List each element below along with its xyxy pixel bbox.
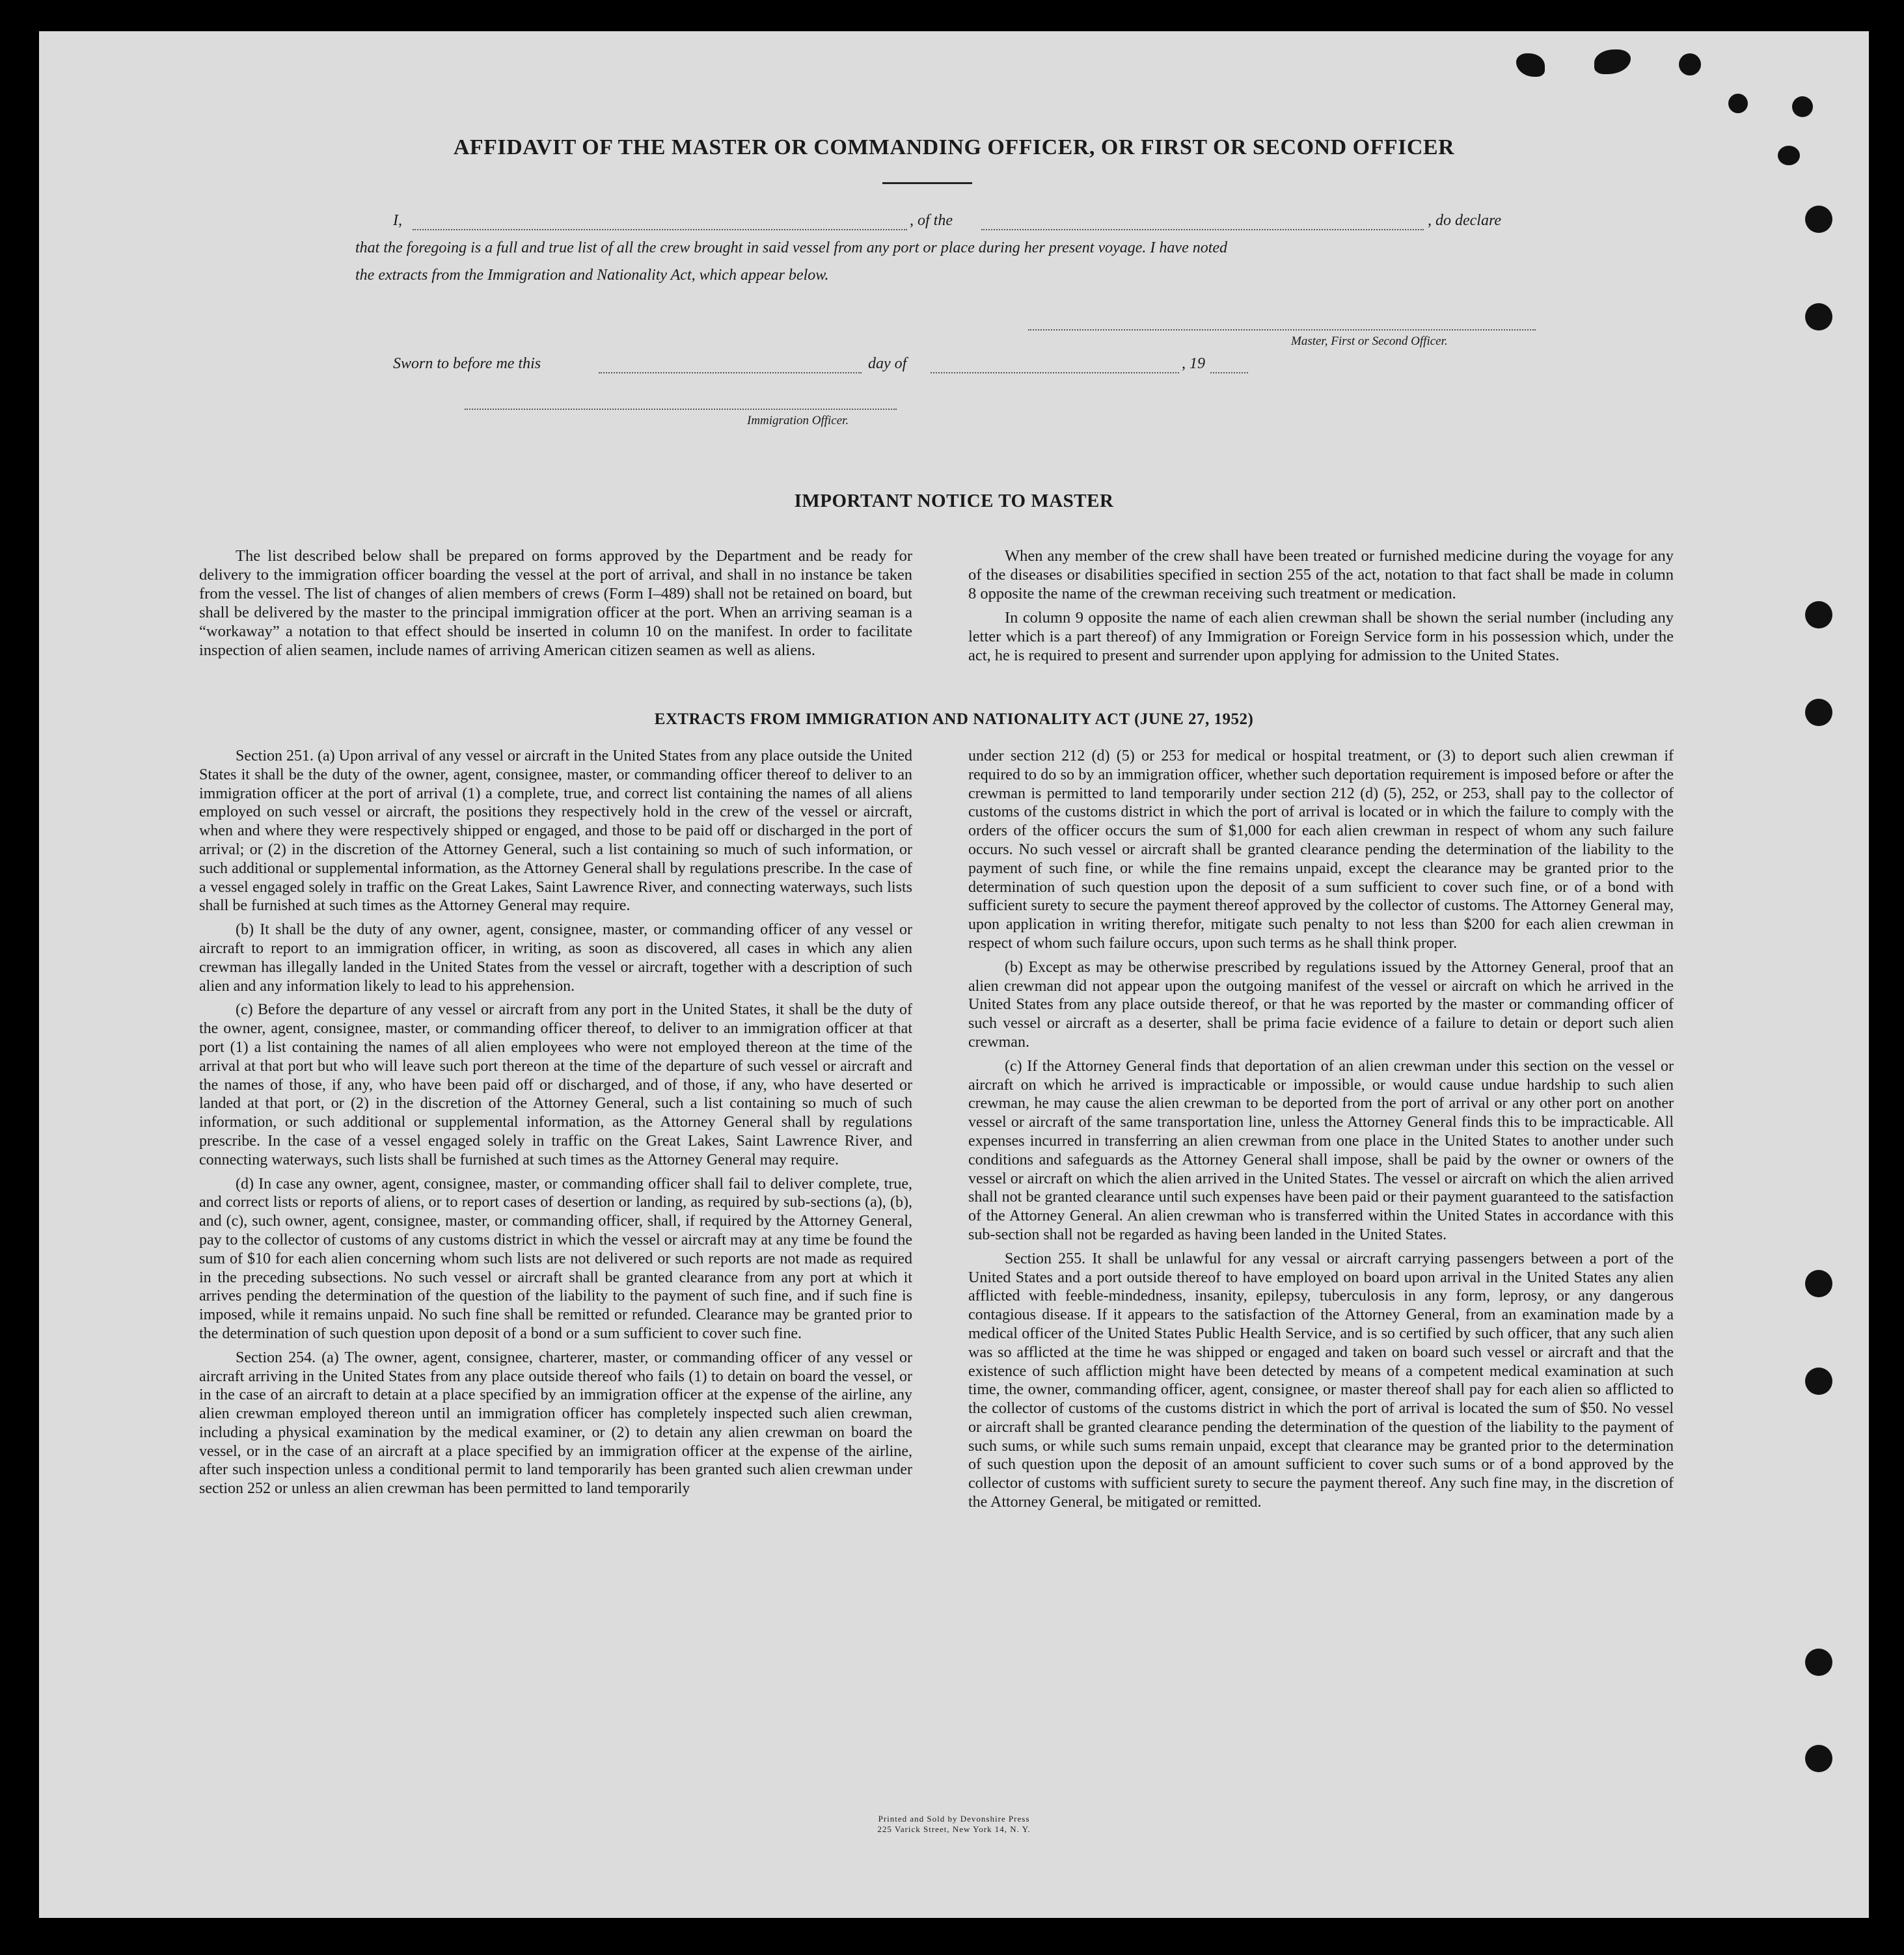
punch-hole (1805, 303, 1832, 330)
printer-line-2: 225 Varick Street, New York 14, N. Y. (877, 1824, 1031, 1834)
officer-signature-line[interactable] (465, 409, 897, 410)
ink-blot (1594, 49, 1631, 74)
decl-do-declare: , do declare (1428, 212, 1502, 229)
sworn-year-blank[interactable] (1210, 372, 1248, 373)
notice-right-paragraph-2: In column 9 opposite the name of each alien crewman shall be shown the serial number (including any letter which is a part thereof) of any Immigration or Foreign Service form in his possession which, under the act, he is required to present and surrender upon applying for admission to the United States. (968, 609, 1674, 664)
sworn-year-prefix: , 19 (1182, 355, 1205, 372)
sworn-prefix: Sworn to before me this (393, 355, 541, 372)
punch-hole (1805, 1745, 1832, 1772)
name-blank-line[interactable] (413, 229, 907, 230)
ink-blot (1792, 96, 1813, 117)
vessel-blank-line[interactable] (981, 229, 1424, 230)
notice-right-column (968, 546, 1674, 670)
declaration-line-3: the extracts from the Immigration and Nationality Act, which appear below. (355, 267, 829, 284)
affidavit-title: AFFIDAVIT OF THE MASTER OR COMMANDING OFFICER, OR FIRST OR SECOND OFFICER (453, 135, 1455, 159)
punch-hole (1805, 1270, 1832, 1297)
sworn-month-blank[interactable] (931, 372, 1179, 373)
declaration-line-2: that the foregoing is a full and true list of all the crew brought in said vessel from any port or place during her present voyage. I have noted (355, 239, 1228, 256)
punch-hole (1805, 601, 1832, 628)
section-254-c: (c) If the Attorney General finds that deportation of an alien crewman under this section on the vessel or aircraft on which he arrived is impracticable or impossible, or would cause undue hardship to such alien crewman, he may cause the alien crewman to be deported from the port of arrival or any other port on another vessel or aircraft of the same transportation line, unless the Attorney General finds this to be impracticable. All expenses incurred in transferring an alien crewman from one place in the United States to another under such conditions and safeguards as the Attorney General shall impose, shall be paid by the owner or owners of the vessel or aircraft on which the alien arrived in the United States. The vessel or aircraft on which the alien arrived shall not be granted clearance until such expenses have been paid or their payment guaranteed to the satisfaction of the Attorney General. An alien crewman who is transferred within the United States in accordance with this sub-section shall not be regarded as having been landed in the United States. (968, 1057, 1674, 1243)
section-254-a-continued: under section 212 (d) (5) or 253 for medical or hospital treatment, or (3) to deport such alien crewman if required to do so by an immigration officer, whether such deportation requirement is imposed before or after the crewman is permitted to land temporarily under section 212 (d) (5), 252, or 253, shall pay to the collector of customs of the customs district in which the port of arrival is located or in which the failure to comply with the orders of the officer occurs the sum of $1,000 for each alien crewman in respect of whom any such failure occurs. No such vessel or aircraft shall be granted clearance pending the determination of the liability to the payment of such fine, or while the fine remains unpaid, except the clearance may be granted prior to the determination of such question upon the deposit of a sum sufficient to cover such fine, or of a bond with sufficient surety to secure the payment thereof approved by the collector of customs. The Attorney General may, upon application in writing therefor, mitigate such penalty to not less than $200 for each alien crewman in respect of whom such failure occurs, upon such terms as he shall think proper. (968, 748, 1674, 952)
extracts-left-column (199, 747, 912, 1503)
punch-hole (1805, 1368, 1832, 1395)
sworn-day-blank[interactable] (599, 372, 862, 373)
master-signature-line[interactable] (1028, 329, 1536, 330)
section-254-b: (b) Except as may be otherwise prescribed by regulations issued by the Attorney General, proof that an alien crewman did not appear upon the outgoing manifest of the vessel or aircraft on which he arrived in the United States from any place outside thereof, or that he was reported by the master or commanding officer of such vessel or aircraft as a deserter, shall be prima facie evidence of a failure to detain or deport such alien crewman. (968, 958, 1674, 1051)
punch-hole (1805, 699, 1832, 726)
printer-line-1: Printed and Sold by Devonshire Press (878, 1814, 1030, 1824)
ink-blot (1728, 94, 1748, 113)
ink-blot (1516, 53, 1545, 77)
ink-blot (1679, 53, 1701, 75)
notice-right-paragraph-1: When any member of the crew shall have been treated or furnished medicine during the voyage for any of the diseases or disabilities specified in section 255 of the act, notation to that fact shall be made in column 8 opposite the name of the crewman receiving such treatment or medication. (968, 547, 1674, 602)
ink-blot (1778, 146, 1800, 165)
section-255: Section 255. It shall be unlawful for any vessal or aircraft carrying passengers between a port of the United States and a port outside thereof to have employed on board upon arrival in the United States any alien afflicted with feeble-mindedness, insanity, epilepsy, tuberculosis in any form, leprosy, or any dangerous contagious disease. If it appears to the satisfaction of the Attorney General, from an examination made by a medical officer of the United States Public Health Service, and is so certified by such officer, that any such alien was so afflicted at the time he was shipped or engaged and taken on board such vessel or aircraft and that the existence of such affliction might have been detected by means of a competent medical examination at such time, the owner, commanding officer, agent, consignee, or master thereof shall pay for each alien so afflicted to the collector of customs of the customs district in which the port of arrival is located the sum of $50. No vessel or aircraft shall be granted clearance pending the determination of the question of the liability to the payment of such sums, or while such sums remain unpaid, except that clearance may be granted prior to the determination of such question upon the deposit of an amount sufficient to cover such sums or of a bond approved by the collector of customs with sufficient surety to secure the payment thereof. Any such fine may, in the discretion of the Attorney General, be mitigated or remitted. (968, 1250, 1674, 1511)
master-caption: Master, First or Second Officer. (1291, 334, 1448, 348)
section-251-b: (b) It shall be the duty of any owner, agent, consignee, master, or commanding officer of any vessel or aircraft to report to an immigration officer, in writing, as soon as discovered, all cases in which any alien crewman has illegally landed in the United States from the vessel or aircraft, together with a description of such alien and any information likely to lead to his apprehension. (199, 921, 912, 995)
decl-i: I, (393, 212, 402, 229)
section-254-a: Section 254. (a) The owner, agent, consignee, charterer, master, or commanding officer of any vessel or aircraft arriving in the United States from any place outside thereof who fails (1) to detain on board the vessel, or in the case of an aircraft to detain at a place specified by an immigration officer at the expense of the airline, any alien crewman employed thereon until an immigration officer has completely inspected such alien crewman, including a physical examination by the medical examiner, or (2) to detain any alien crewman on board the vessel, or in the case of an aircraft at a place specified by an immigration officer at the expense of the airline, after such inspection unless a conditional permit to land temporarily has been granted such alien crewman under section 252 or unless an alien crewman has been permitted to land temporarily (199, 1349, 912, 1498)
section-251-d: (d) In case any owner, agent, consignee, master, or commanding officer shall fail to deliver complete, true, and correct lists or reports of aliens, or to report cases of desertion or landing, as required by sub-sections (a), (b), and (c), such owner, agent, consignee, master, or commanding officer, shall, if required by the Attorney General, pay to the collector of customs of any customs district in which the vessel or aircraft may at any time be found the sum of $10 for each alien concerning whom such lists are not delivered or such reports are not made as required in the preceding subsections. No such vessel or aircraft shall be granted clearance from any port at which it arrives pending the determination of the question of the liability to the payment of such fine, and if such fine is imposed, while it remains unpaid. No such fine shall be remitted or refunded. Clearance may be granted prior to the determination of such question upon deposit of a bond or a sum sufficient to cover such fine. (199, 1175, 912, 1342)
punch-hole (1805, 1649, 1832, 1676)
notice-left-paragraph: The list described below shall be prepared on forms approved by the Department and be ready for delivery to the immigration officer boarding the vessel at the port of arrival, and shall in no instance be taken from the vessel. The list of changes of alien members of crews (Form I–489) shall not be retained on board, but shall be delivered by the master to the principal immigration officer at the port. When an arriving seaman is a “workaway” a notation to that effect should be inserted in column 10 on the manifest. In order to facilitate inspection of alien seamen, include names of arriving American citizen seamen as well as aliens. (199, 547, 912, 659)
punch-hole (1805, 206, 1832, 233)
form-page (39, 31, 1869, 1918)
notice-left-column (199, 546, 912, 665)
officer-caption: Immigration Officer. (747, 414, 849, 427)
extracts-title: EXTRACTS FROM IMMIGRATION AND NATIONALITY ACT (JUNE 27, 1952) (654, 710, 1254, 728)
printer-imprint (39, 1814, 1869, 1835)
decl-of-the: , of the (910, 212, 953, 229)
sworn-day-of: day of (868, 355, 907, 372)
extracts-right-column (968, 747, 1674, 1517)
section-251-a: Section 251. (a) Upon arrival of any vessel or aircraft in the United States from any place outside the United States it shall be the duty of the owner, agent, consignee, master, or commanding officer thereof to deliver to an immigration officer at the port of arrival (1) a complete, true, and correct list containing the names of all aliens employed on such vessel or aircraft, the positions they respectively hold in the crew of the vessel or aircraft, when and where they were respectively shipped or engaged, and those to be paid off or discharged in the port of arrival; or (2) in the discretion of the Attorney General, such a list containing so much of such information, or such additional or supplemental information, as the Attorney General shall by regulations prescribe. In the case of a vessel engaged solely in traffic on the Great Lakes, Saint Lawrence River, and connecting waterways, such lists shall be furnished at such times as the Attorney General may require. (199, 748, 912, 915)
section-251-c: (c) Before the departure of any vessel or aircraft from any port in the United States, it shall be the duty of the owner, agent, consignee, master, or commanding officer thereof, to deliver to an immigration officer at that port (1) a list containing the names of all alien employees who were not employed thereon at the time of the arrival at that port but who will leave such port thereon at the time of the departure of such vessel or aircraft and the names of those, if any, who have been paid off or discharged, and of those, if any, who have deserted or landed at that port, or (2) in the discretion of the Attorney General, such a list containing so much of such information, or such additional or supplemental information, as the Attorney General shall by regulations prescribe. In the case of a vessel engaged solely in traffic on the Great Lakes, Saint Lawrence River, and connecting waterways, such lists shall be furnished at such times as the Attorney General may require. (199, 1001, 912, 1168)
notice-title: IMPORTANT NOTICE TO MASTER (794, 491, 1114, 511)
title-rule (882, 182, 972, 184)
